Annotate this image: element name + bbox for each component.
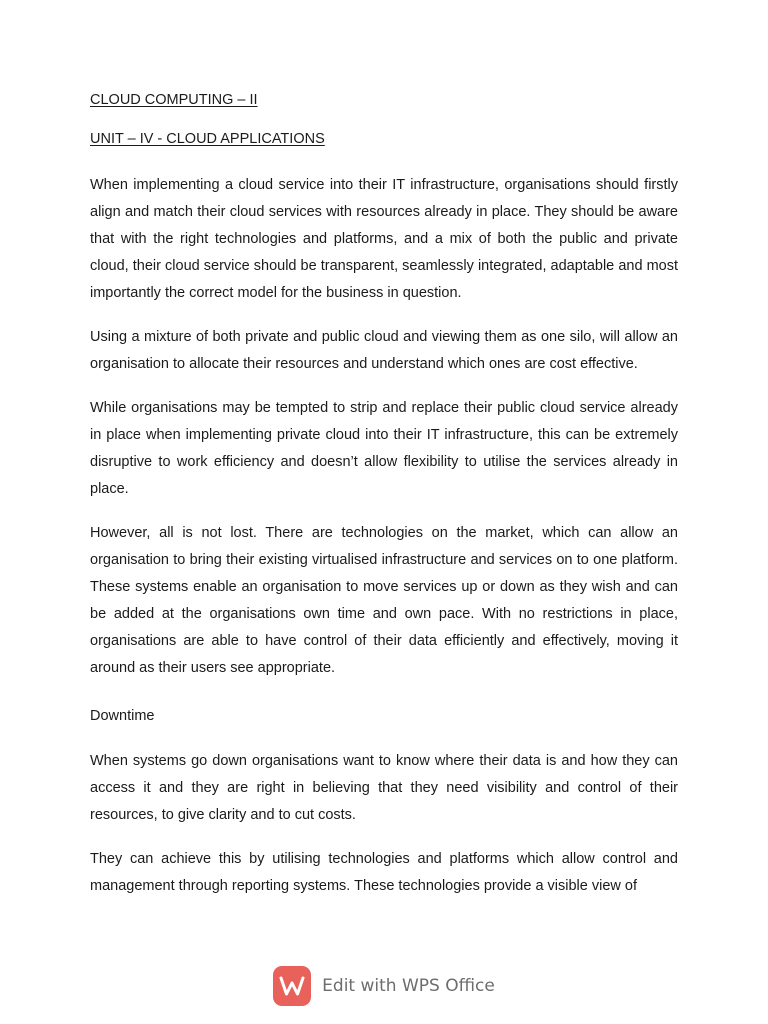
- document-page: [90, 90, 678, 917]
- edit-with-wps-button[interactable]: [273, 966, 495, 1006]
- wps-logo-icon: [273, 966, 311, 1006]
- paragraph: When implementing a cloud service into their IT infrastructure, organisations should firstly align and match their cloud services with resources already in place. They should be aware that with the right technologies and platforms, and a mix of both the public and private cloud, their cloud service should be transparent, seamlessly integrated, adaptable and most importantly the correct model for the business in question.: [90, 177, 678, 301]
- downtime-heading: Downtime: [90, 708, 155, 724]
- paragraph: Using a mixture of both private and public cloud and viewing them as one silo, will allow an organisation to allocate their resources and understand which ones are cost effective.: [90, 329, 678, 372]
- paragraph: While organisations may be tempted to strip and replace their public cloud service already in place when implementing private cloud into their IT infrastructure, this can be extremely disruptive to work efficiency and doesn’t allow flexibility to utilise the services already in place.: [90, 400, 678, 497]
- paragraph: They can achieve this by utilising technologies and platforms which allow control and management through reporting systems. These technologies provide a visible view of: [90, 851, 678, 894]
- unit-heading: UNIT – IV - CLOUD APPLICATIONS: [90, 131, 325, 147]
- paragraph: However, all is not lost. There are technologies on the market, which can allow an organisation to bring their existing virtualised infrastructure and services on to one platform. These systems enable an organisation to move services up or down as they wish and can be added at the organisations own time and own pace. With no restrictions in place, organisations are able to have control of their data efficiently and effectively, moving it around as their users see appropriate.: [90, 525, 678, 676]
- footer-bar: [0, 965, 768, 1007]
- wps-label: Edit with WPS Office: [322, 976, 495, 996]
- document-title: CLOUD COMPUTING – II: [90, 92, 258, 108]
- paragraph: When systems go down organisations want to know where their data is and how they can access it and they are right in believing that they need visibility and control of their resources, to give clarity and to cut costs.: [90, 753, 678, 823]
